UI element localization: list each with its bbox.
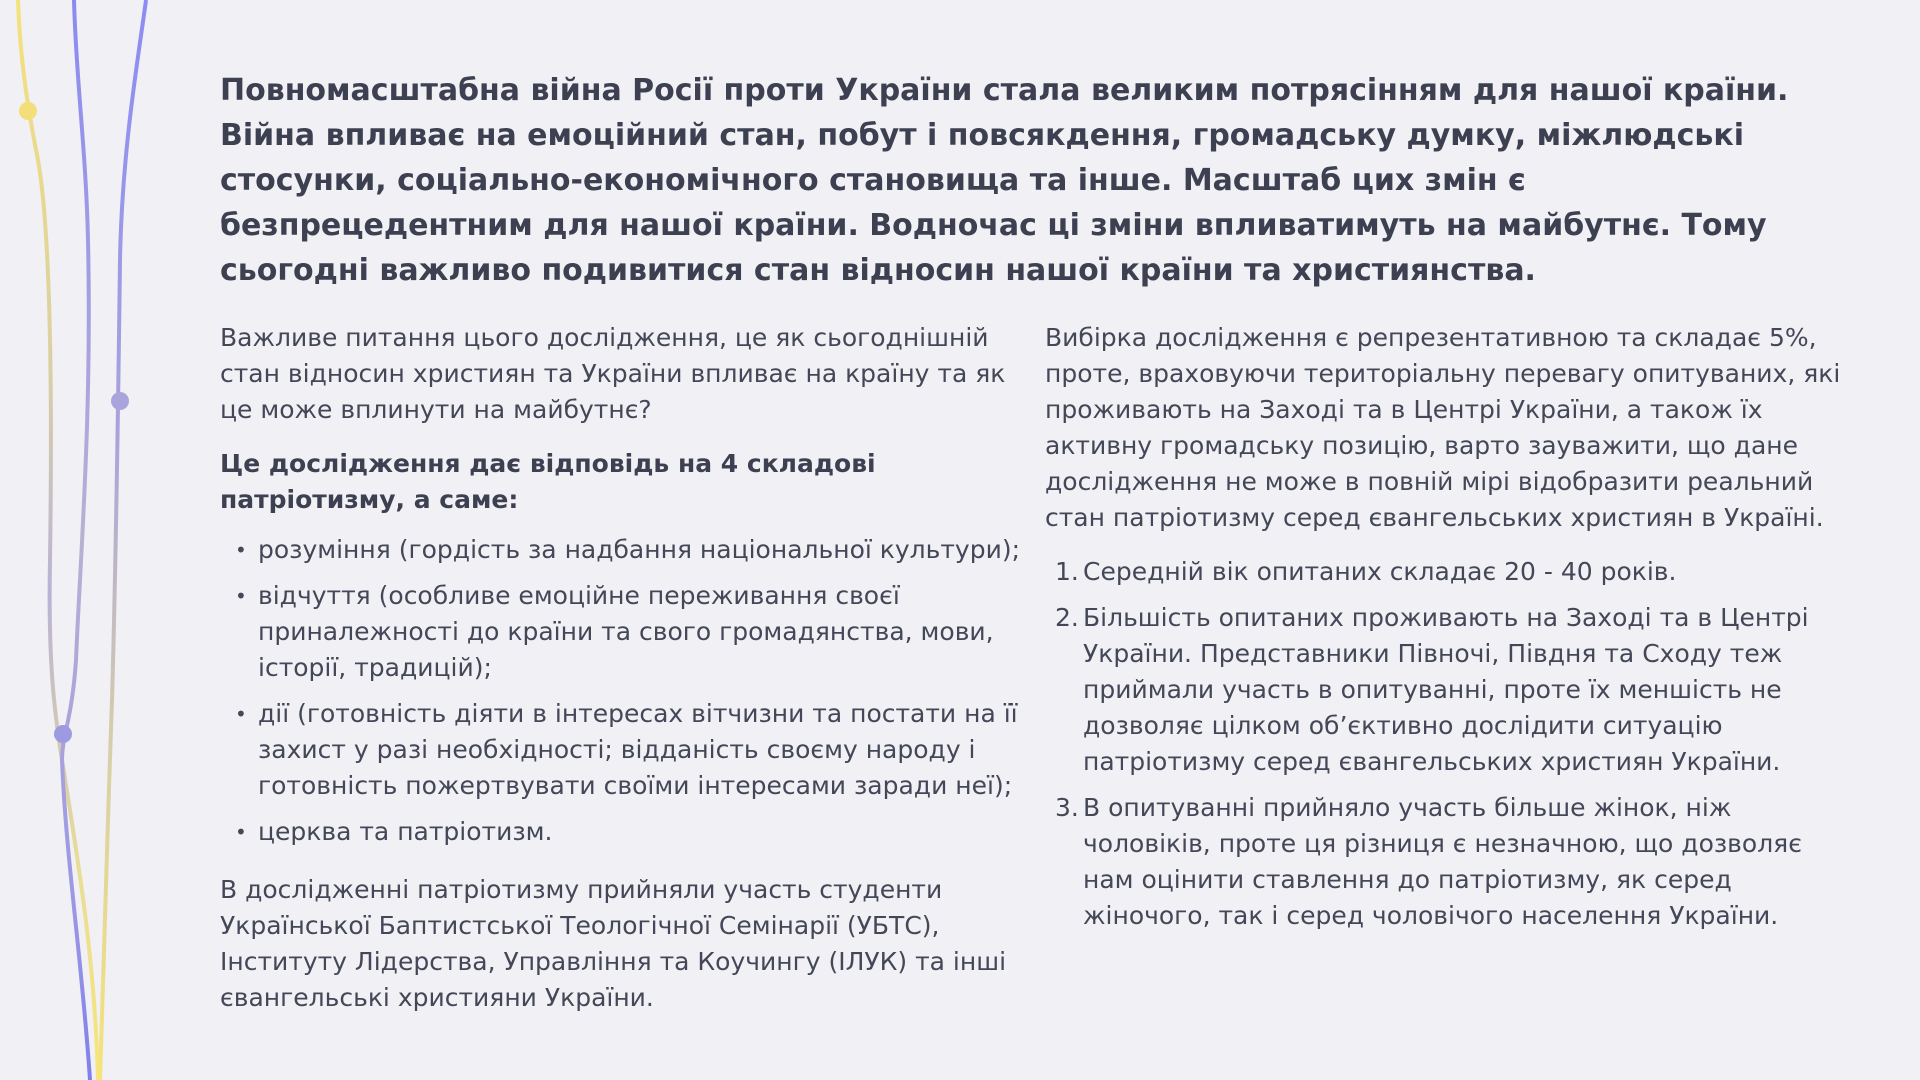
list-number: 1. bbox=[1055, 557, 1079, 586]
list-number: 2. bbox=[1055, 603, 1079, 632]
bullet-marker: • bbox=[235, 584, 247, 608]
components-heading: Це дослідження дає відповідь на 4 складові патріотизму, а саме: bbox=[220, 449, 876, 514]
list-item bbox=[1045, 790, 1860, 934]
lead-paragraph: Повномасштабна війна Росії проти України стала великим потрясінням для нашої країни. Війна впливає на емоційний стан, побут і повсякдення, громадську думку, міжлюдські стосунки, соціально-економічного становища та інше. Масштаб цих змін є безпрецедентним для нашої країни. Водночас ці зміни впливатимуть на майбутнє. Тому сьогодні важливо подивитися стан відносин нашої країни та християнства. bbox=[220, 73, 1789, 288]
left-outro: В дослідженні патріотизму прийняли участь студенти Української Баптистської Теологічної Семінарії (УБТС), Інституту Лідерства, Управління та Коучингу (ІЛУК) та інші євангельські християни України. bbox=[220, 875, 1007, 1012]
list-item-text: дії (готовність діяти в інтересах вітчизни та постати на її захист у разі необхідності; відданість своєму народу і готовність пожертвувати своїми інтересами заради неї); bbox=[258, 699, 1018, 800]
list-item-text: церква та патріотизм. bbox=[258, 817, 553, 846]
bullet-marker: • bbox=[235, 820, 247, 844]
list-item bbox=[220, 696, 1030, 804]
bullet-marker: • bbox=[235, 538, 247, 562]
right-intro: Вибірка дослідження є репрезентативною та складає 5%, проте, враховуючи територіальну перевагу опитуваних, які проживають на Заході та в Центрі України, а також їх активну громадську позицію, варто зауважити, що дане дослідження не може в повній мірі відобразити реальний стан патріотизму серед євангельських християн в Україні. bbox=[1045, 323, 1841, 532]
decorative-lines bbox=[0, 0, 180, 1080]
bullet-marker: • bbox=[235, 702, 247, 726]
list-item-text: розуміння (гордість за надбання національної культури); bbox=[258, 535, 1021, 564]
findings-list bbox=[1045, 554, 1860, 934]
violet-line-right bbox=[100, 0, 146, 1080]
list-item bbox=[1045, 600, 1860, 780]
violet-node-lower bbox=[54, 725, 72, 743]
list-item-text: Середній вік опитаних складає 20 - 40 років. bbox=[1083, 557, 1677, 586]
violet-node-upper bbox=[111, 392, 129, 410]
list-item bbox=[220, 578, 1030, 686]
components-list bbox=[220, 532, 1030, 850]
list-item bbox=[1045, 554, 1860, 590]
left-column bbox=[220, 320, 1030, 1016]
list-item bbox=[220, 532, 1030, 568]
list-item-text: В опитуванні прийняло участь більше жінок, ніж чоловіків, проте ця різниця є незначною, що дозволяє нам оцінити ставлення до патріотизму, як серед жіночого, так і серед чоловічого населення України. bbox=[1083, 793, 1802, 930]
list-number: 3. bbox=[1055, 793, 1079, 822]
slide-content bbox=[220, 68, 1860, 1012]
yellow-node bbox=[19, 102, 37, 120]
left-intro: Важливе питання цього дослідження, це як сьогоднішній стан відносин християн та України впливає на країну та як це може вплинути на майбутнє? bbox=[220, 323, 1006, 424]
list-item-text: Більшість опитаних проживають на Заході та в Центрі України. Представники Півночі, Півдня та Сходу теж приймали участь в опитуванні, проте їх меншість не дозволяє цілком об’єктивно дослідити ситуацію патріотизму серед євангельських християн України. bbox=[1083, 603, 1809, 776]
list-item bbox=[220, 814, 1030, 850]
list-item-text: відчуття (особливе емоційне переживання своєї приналежності до країни та свого громадянства, мови, історії, традицій); bbox=[258, 581, 994, 682]
right-column bbox=[1045, 320, 1860, 944]
